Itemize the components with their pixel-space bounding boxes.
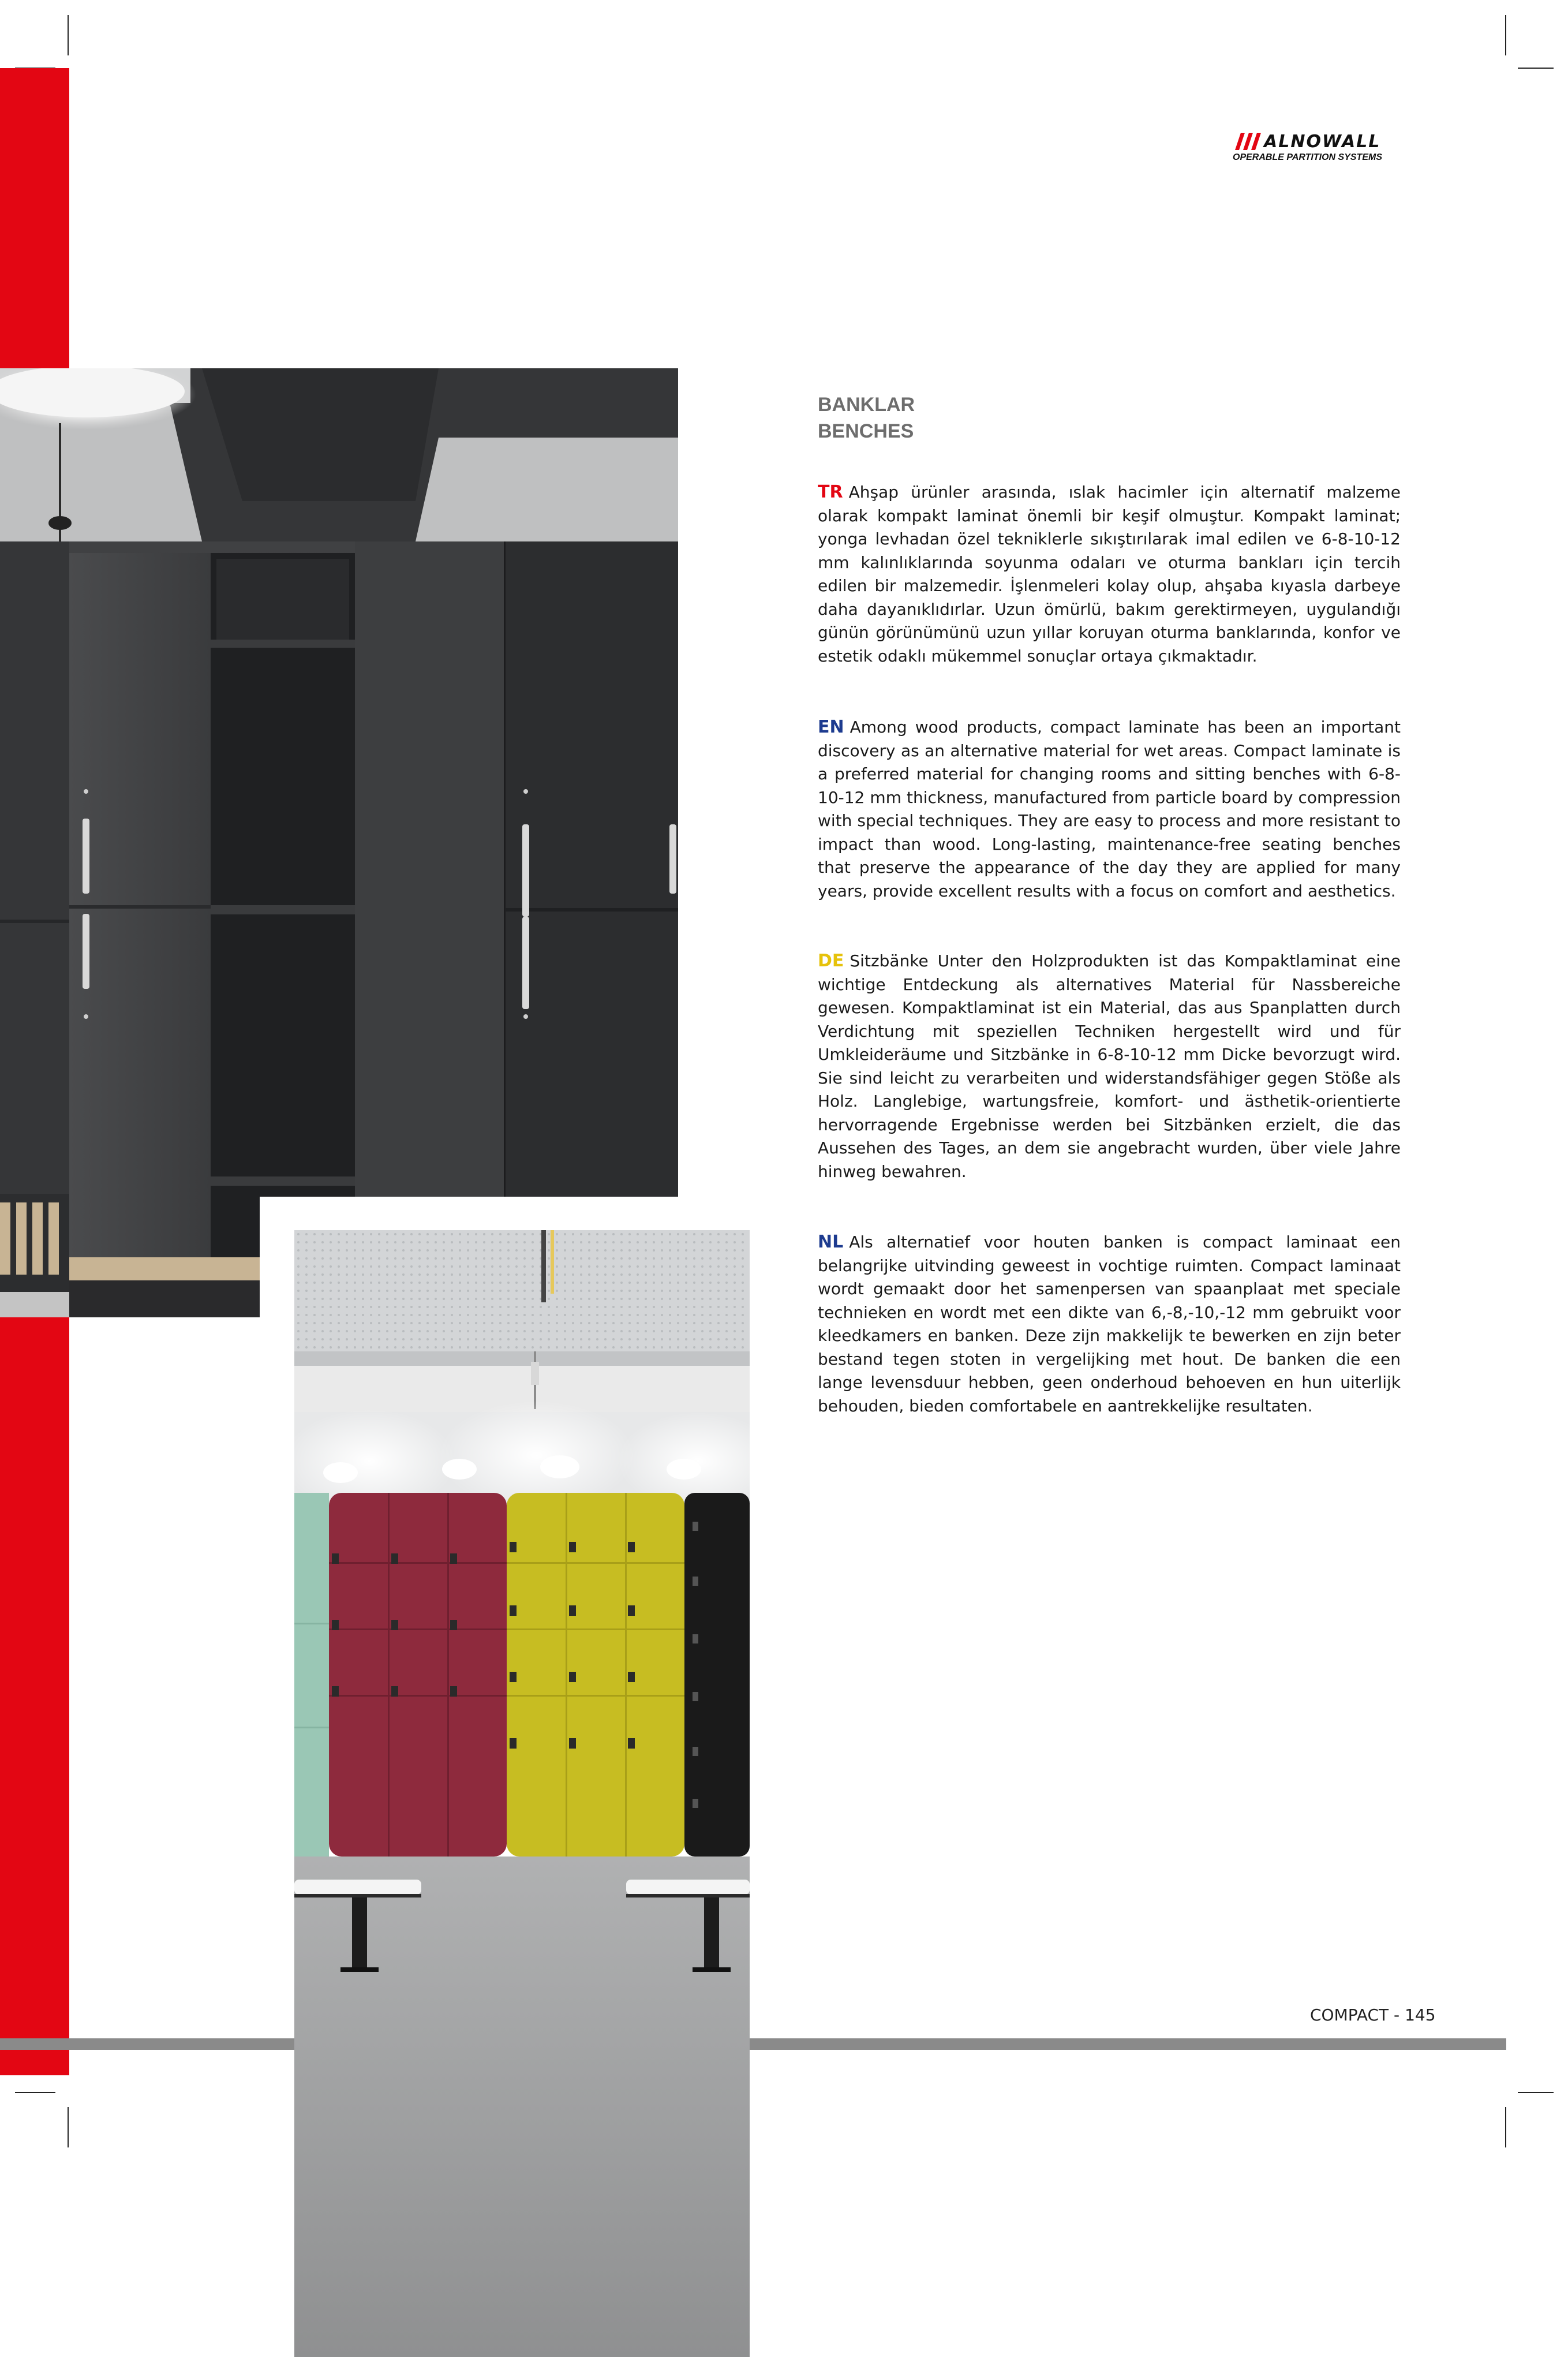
crop-mark [1505,15,1506,55]
paragraph-text-de: Sitzbänke Unter den Holzprodukten ist das Kompaktlaminat eine wichtige Entdeckung als alternatives Material für Nassbereiche gewesen. Kompaktlaminat ist ein Material, das aus Spanplatten durch Verdichtung mit speziellen Techniken hergestellt wird und für Umkleideräume und Sitzbänke in 6-8-10-12 mm Dicke bevorzugt wird. Sie sind leicht zu verarbeiten und widerstandsfähiger gegen Stöße als Holz. Langlebige, wartungsfreie, komfort- und ästhetik-orientierte hervorragende Ergebnisse werden bei Sitzbänken erzielt, die das Aussehen des Tages, an dem sie angebracht wurden, über viele Jahre hinweg bewahren. [818,951,1401,1181]
logo-slashes-icon [1235,133,1262,150]
crop-mark [68,15,69,55]
lang-code-tr: TR [818,482,843,502]
lang-code-en: EN [818,717,844,737]
page-number-label: COMPACT - 145 [1310,2005,1436,2024]
section-heading [818,391,1164,444]
lang-code-de: DE [818,951,844,971]
paragraph-text-nl: Als alternatief voor houten banken is compact laminaat een belangrijke uitvinding geweest in vochtige ruimten. Compact laminaat wordt gemaakt door het samenpersen van spaanplaat met speciale technieken en wordt met een dikte van 6,-8,-10,-12 mm gebruikt voor kleedkamers en banken. Deze zijn makkelijk te bewerken en zijn beter bestand tegen stoten in vergelijking met hout. De banken die een lange levensduur hebben, geen onderhoud behoeven en hun uiterlijk behouden, bieden comfortabele en aantrekkelijke resultaten. [818,1232,1401,1415]
crop-mark [1518,68,1554,69]
heading-line-en: BENCHES [818,420,914,442]
crop-mark [1518,2092,1554,2093]
crop-mark [1505,2107,1506,2147]
brand-name: ALNOWALL [1264,132,1381,152]
lang-code-nl: NL [818,1232,844,1252]
paragraph-text-en: Among wood products, compact laminate has been an important discovery as an alternative material for wet areas. Compact laminate is a preferred material for changing rooms and sitting benches with 6-8-10-12 mm thickness, manufactured from particle board by compression with special techniques. They are easy to process and more resistant to impact than wood. Long-lasting, maintenance-free seating benches that preserve the appearance of the day they are applied for many years, provide excellent results with a focus on comfort and aesthetics. [818,718,1401,901]
paragraph-de [818,950,1401,1183]
bottom-rule [69,2038,1506,2050]
paragraph-text-tr: Ahşap ürünler arasında, ıslak hacimler için alternatif malzeme olarak kompakt laminat önemli bir keşif olmuştur. Kompakt laminat; yonga levhadan özel tekniklerle sıkıştırılarak imal edilen ve 6-8-10-12 mm kalınlıklarında soyunma odaları ve oturma bankları için tercih edilen bir malzemedir. İşlenmeleri kolay olup, ahşaba kıyasla darbeye daha dayanıklıdırlar. Uzun ömürlü, bakım gerektirmeyen, uygulandığı günün görünümünü uzun yıllar koruyan oturma banklarında, konfor ve estetik odaklı mükemmel sonuçlar ortaya çıkmaktadır. [818,483,1401,666]
bottom-rule-left [0,2038,69,2050]
paragraph-nl [818,1231,1401,1418]
brand-tagline: OPERABLE PARTITION SYSTEMS [1233,152,1382,162]
paragraph-en [818,716,1401,903]
locker-room-photo-colour [294,1230,750,2357]
crop-mark [68,2107,69,2147]
crop-mark [15,2092,55,2093]
locker-room-photo-dark [0,368,678,1317]
brand-logo [1229,132,1402,166]
paragraph-tr [818,481,1401,668]
heading-line-tr: BANKLAR [818,394,915,416]
